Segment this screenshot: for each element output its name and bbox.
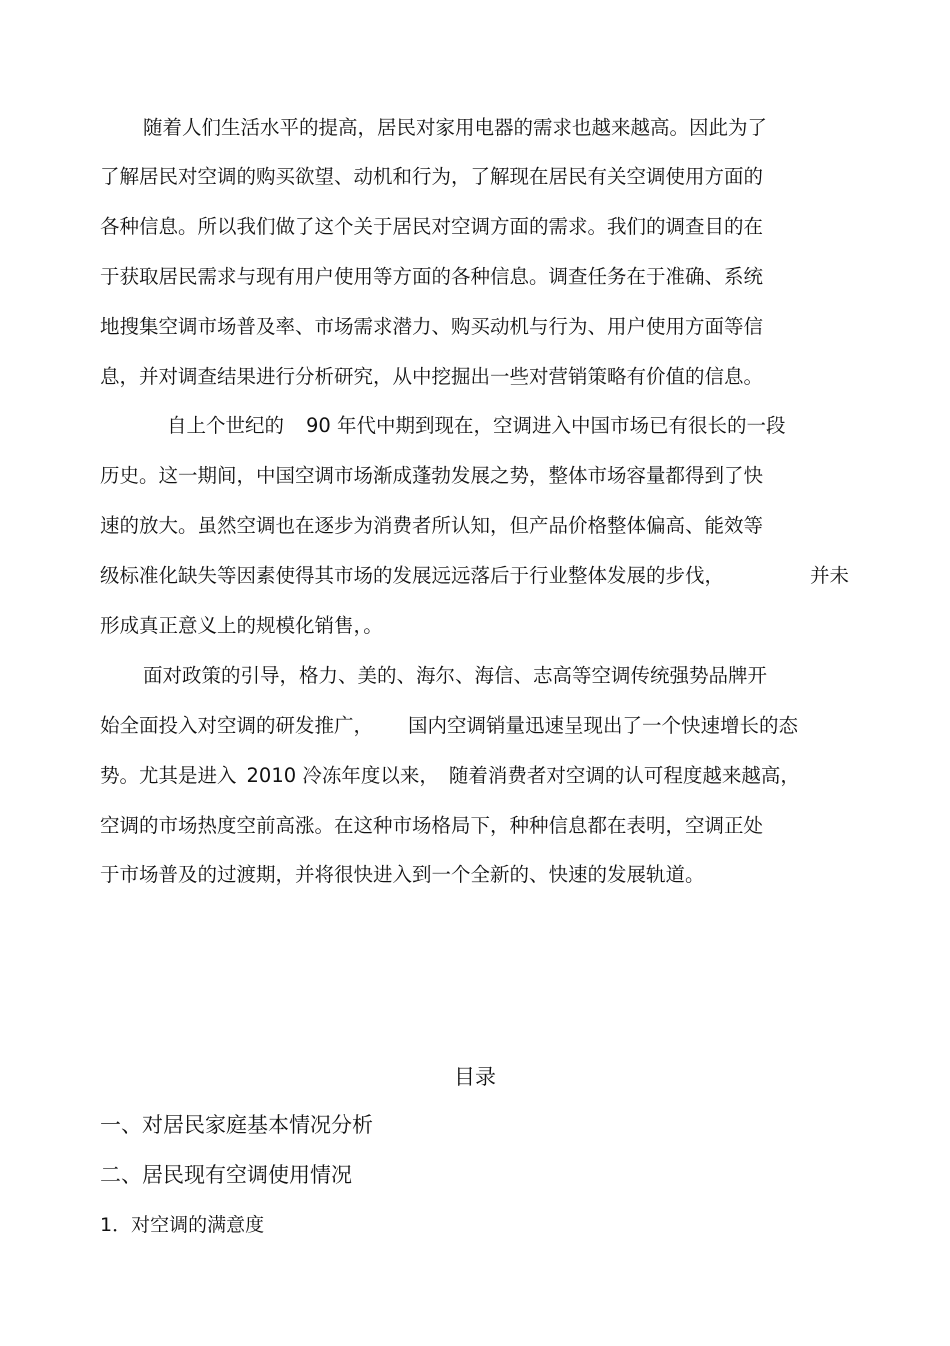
paragraph-line: 随着人们生活水平的提高，居民对家用电器的需求也越来越高。因此为了: [143, 116, 768, 139]
paragraph-line: [100, 713, 373, 739]
toc-subitem: 1．对空调的满意度: [100, 1214, 265, 1236]
paragraph-line: 速的放大。虽然空调也在逐步为消费者所认知，但产品价格整体偏高、能效等: [100, 514, 764, 537]
text-segment: 自上个世纪的: [167, 414, 285, 437]
paragraph-line: 了解居民对空调的购买欲望、动机和行为，了解现在居民有关空调使用方面的: [100, 165, 764, 188]
paragraph-line: 于市场普及的过渡期，并将很快进入到一个全新的、快速的发展轨道。: [100, 863, 705, 886]
toc-title: 目录: [454, 1065, 496, 1089]
paragraph-line: 于获取居民需求与现有用户使用等方面的各种信息。调查任务在于准确、系统: [100, 265, 764, 288]
paragraph-line: [167, 413, 786, 439]
text-segment: 势。尤其是进入: [100, 764, 237, 787]
text-segment: 90 年代中期到现在，空调进入中国市场已有很长的一段: [306, 414, 786, 437]
toc-item: 二、居民现有空调使用情况: [100, 1163, 352, 1187]
paragraph-line: 地搜集空调市场普及率、市场需求潜力、购买动机与行为、用户使用方面等信: [100, 315, 764, 338]
paragraph-line: 息，并对调查结果进行分析研究，从中挖掘出一些对营销策略有价值的信息。: [100, 365, 764, 388]
paragraph-line: 形成真正意义上的规模化销售，。: [100, 614, 383, 637]
toc-item: 一、对居民家庭基本情况分析: [100, 1113, 373, 1137]
text-segment: 始全面投入对空调的研发推广，: [100, 714, 374, 737]
text-segment: 级标准化缺失等因素使得其市场的发展远远落后于行业整体发展的步伐，: [100, 564, 725, 587]
paragraph-line: 空调的市场热度空前高涨。在这种市场格局下，种种信息都在表明，空调正处: [100, 814, 764, 837]
paragraph-line: [100, 763, 800, 789]
text-segment: 随着消费者对空调的认可程度越来越高，: [448, 764, 800, 787]
paragraph-line-tail: 国内空调销量迅速呈现出了一个快速增长的态: [408, 714, 799, 737]
paragraph-line: 面对政策的引导，格力、美的、海尔、海信、志高等空调传统强势品牌开: [143, 664, 768, 687]
paragraph-line: [100, 563, 724, 589]
text-segment: 2010 冷冻年度以来，: [246, 764, 439, 787]
paragraph-line: 各种信息。所以我们做了这个关于居民对空调方面的需求。我们的调查目的在: [100, 215, 764, 238]
paragraph-line: 历史。这一期间，中国空调市场渐成蓬勃发展之势，整体市场容量都得到了快: [100, 464, 764, 487]
paragraph-line-tail: 并未: [810, 564, 850, 587]
